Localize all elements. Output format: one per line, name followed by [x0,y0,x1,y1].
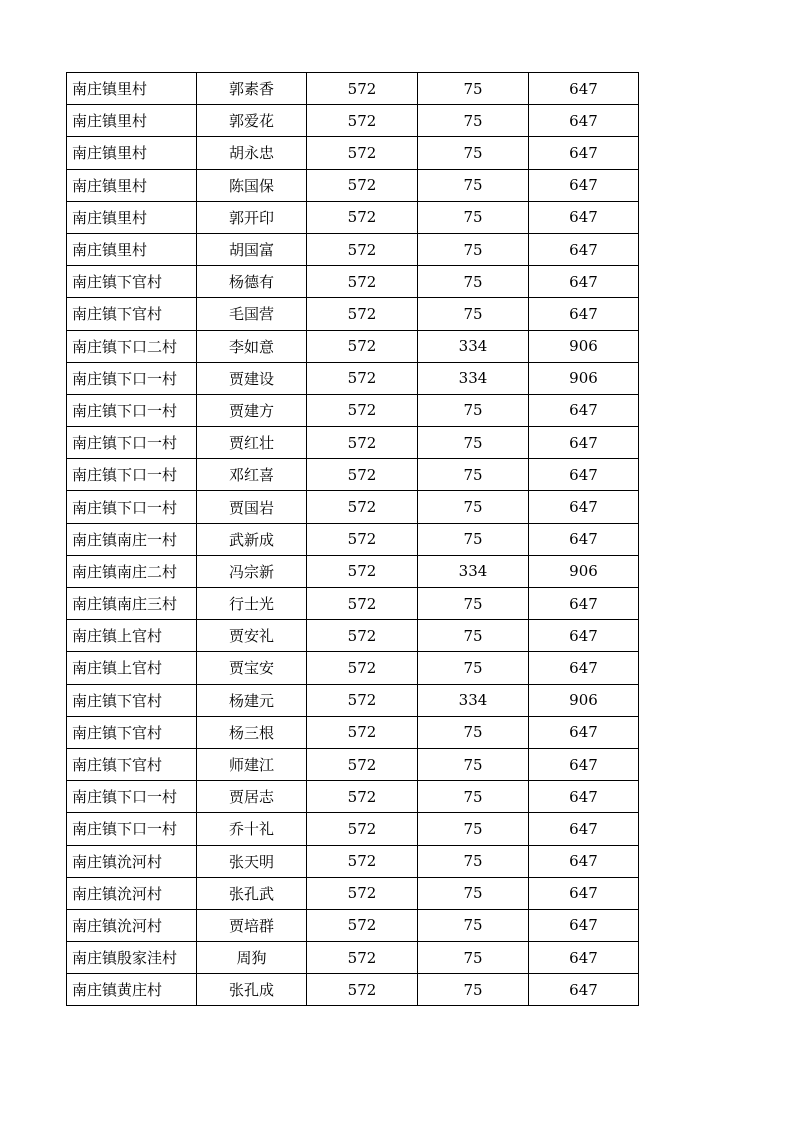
amount-a-cell: 572 [307,105,418,137]
amount-a-cell: 572 [307,684,418,716]
total-cell: 647 [529,394,639,426]
name-cell: 张孔武 [197,877,307,909]
total-cell: 647 [529,877,639,909]
total-cell: 647 [529,652,639,684]
amount-a-cell: 572 [307,845,418,877]
amount-b-cell: 75 [418,523,529,555]
amount-a-cell: 572 [307,169,418,201]
table-row [67,555,639,587]
table-row [67,716,639,748]
table-row [67,105,639,137]
village-cell: 南庄镇下官村 [67,684,197,716]
amount-b-cell: 75 [418,491,529,523]
amount-b-cell: 75 [418,233,529,265]
name-cell: 张天明 [197,845,307,877]
amount-b-cell: 75 [418,974,529,1006]
table-row [67,459,639,491]
name-cell: 贾宝安 [197,652,307,684]
name-cell: 胡永忠 [197,137,307,169]
amount-b-cell: 334 [418,362,529,394]
table-row [67,877,639,909]
amount-b-cell: 75 [418,459,529,491]
amount-b-cell: 75 [418,652,529,684]
village-cell: 南庄镇南庄三村 [67,588,197,620]
amount-a-cell: 572 [307,781,418,813]
amount-b-cell: 75 [418,845,529,877]
village-cell: 南庄镇下口一村 [67,491,197,523]
table-row [67,845,639,877]
amount-b-cell: 75 [418,266,529,298]
total-cell: 647 [529,201,639,233]
total-cell: 647 [529,748,639,780]
total-cell: 906 [529,362,639,394]
total-cell: 647 [529,73,639,105]
table-row [67,620,639,652]
village-cell: 南庄镇里村 [67,105,197,137]
amount-a-cell: 572 [307,748,418,780]
amount-a-cell: 572 [307,362,418,394]
amount-a-cell: 572 [307,394,418,426]
amount-b-cell: 75 [418,781,529,813]
amount-a-cell: 572 [307,716,418,748]
table-row [67,427,639,459]
total-cell: 906 [529,330,639,362]
total-cell: 647 [529,491,639,523]
amount-b-cell: 75 [418,169,529,201]
table-row [67,684,639,716]
amount-b-cell: 75 [418,748,529,780]
name-cell: 贾建方 [197,394,307,426]
amount-a-cell: 572 [307,588,418,620]
amount-a-cell: 572 [307,233,418,265]
table-row [67,330,639,362]
amount-a-cell: 572 [307,877,418,909]
table-row [67,491,639,523]
name-cell: 周狗 [197,942,307,974]
name-cell: 冯宗新 [197,555,307,587]
total-cell: 647 [529,620,639,652]
amount-b-cell: 75 [418,73,529,105]
table-row [67,781,639,813]
village-cell: 南庄镇黄庄村 [67,974,197,1006]
total-cell: 647 [529,105,639,137]
village-cell: 南庄镇里村 [67,73,197,105]
village-cell: 南庄镇南庄二村 [67,555,197,587]
table-row [67,266,639,298]
name-cell: 师建江 [197,748,307,780]
village-cell: 南庄镇下口一村 [67,459,197,491]
village-cell: 南庄镇里村 [67,201,197,233]
village-cell: 南庄镇下官村 [67,298,197,330]
table-row [67,813,639,845]
table-row [67,523,639,555]
name-cell: 武新成 [197,523,307,555]
amount-a-cell: 572 [307,137,418,169]
amount-b-cell: 334 [418,684,529,716]
table-row [67,394,639,426]
table-row [67,201,639,233]
table-row [67,169,639,201]
amount-a-cell: 572 [307,523,418,555]
amount-b-cell: 75 [418,298,529,330]
total-cell: 647 [529,942,639,974]
amount-b-cell: 334 [418,555,529,587]
table-row [67,748,639,780]
table-row [67,298,639,330]
amount-a-cell: 572 [307,459,418,491]
data-table [66,72,639,1006]
village-cell: 南庄镇下口二村 [67,330,197,362]
village-cell: 南庄镇下口一村 [67,362,197,394]
amount-b-cell: 75 [418,813,529,845]
name-cell: 贾红壮 [197,427,307,459]
amount-b-cell: 75 [418,137,529,169]
name-cell: 贾建设 [197,362,307,394]
name-cell: 杨德有 [197,266,307,298]
total-cell: 647 [529,169,639,201]
total-cell: 647 [529,845,639,877]
name-cell: 贾国岩 [197,491,307,523]
amount-a-cell: 572 [307,909,418,941]
total-cell: 647 [529,459,639,491]
total-cell: 906 [529,684,639,716]
total-cell: 647 [529,813,639,845]
table-row [67,233,639,265]
table-row [67,362,639,394]
village-cell: 南庄镇沇河村 [67,909,197,941]
total-cell: 647 [529,233,639,265]
total-cell: 647 [529,588,639,620]
village-cell: 南庄镇上官村 [67,652,197,684]
total-cell: 647 [529,716,639,748]
total-cell: 647 [529,427,639,459]
name-cell: 胡国富 [197,233,307,265]
amount-a-cell: 572 [307,974,418,1006]
name-cell: 郭开印 [197,201,307,233]
table-row [67,942,639,974]
name-cell: 杨三根 [197,716,307,748]
village-cell: 南庄镇下官村 [67,748,197,780]
table-row [67,73,639,105]
name-cell: 陈国保 [197,169,307,201]
amount-b-cell: 75 [418,394,529,426]
name-cell: 毛国营 [197,298,307,330]
total-cell: 647 [529,974,639,1006]
village-cell: 南庄镇里村 [67,137,197,169]
amount-a-cell: 572 [307,266,418,298]
amount-b-cell: 75 [418,877,529,909]
village-cell: 南庄镇沇河村 [67,845,197,877]
total-cell: 647 [529,909,639,941]
name-cell: 乔十礼 [197,813,307,845]
amount-b-cell: 75 [418,105,529,137]
amount-b-cell: 75 [418,620,529,652]
name-cell: 郭爱花 [197,105,307,137]
amount-a-cell: 572 [307,620,418,652]
village-cell: 南庄镇下官村 [67,266,197,298]
amount-a-cell: 572 [307,491,418,523]
amount-a-cell: 572 [307,652,418,684]
amount-b-cell: 334 [418,330,529,362]
name-cell: 杨建元 [197,684,307,716]
amount-b-cell: 75 [418,942,529,974]
amount-b-cell: 75 [418,201,529,233]
amount-a-cell: 572 [307,427,418,459]
table-row [67,588,639,620]
name-cell: 贾培群 [197,909,307,941]
village-cell: 南庄镇里村 [67,233,197,265]
total-cell: 647 [529,523,639,555]
village-cell: 南庄镇沇河村 [67,877,197,909]
name-cell: 张孔成 [197,974,307,1006]
amount-b-cell: 75 [418,588,529,620]
amount-a-cell: 572 [307,555,418,587]
table-row [67,652,639,684]
total-cell: 647 [529,298,639,330]
name-cell: 贾居志 [197,781,307,813]
name-cell: 贾安礼 [197,620,307,652]
name-cell: 郭素香 [197,73,307,105]
village-cell: 南庄镇上官村 [67,620,197,652]
name-cell: 邓红喜 [197,459,307,491]
total-cell: 647 [529,137,639,169]
table-row [67,137,639,169]
village-cell: 南庄镇下口一村 [67,427,197,459]
name-cell: 行士光 [197,588,307,620]
village-cell: 南庄镇南庄一村 [67,523,197,555]
total-cell: 647 [529,266,639,298]
village-cell: 南庄镇殷家洼村 [67,942,197,974]
table-row [67,909,639,941]
total-cell: 647 [529,781,639,813]
amount-b-cell: 75 [418,427,529,459]
amount-a-cell: 572 [307,298,418,330]
name-cell: 李如意 [197,330,307,362]
amount-b-cell: 75 [418,909,529,941]
table-body [67,73,639,1006]
amount-a-cell: 572 [307,73,418,105]
village-cell: 南庄镇里村 [67,169,197,201]
village-cell: 南庄镇下口一村 [67,781,197,813]
amount-b-cell: 75 [418,716,529,748]
amount-a-cell: 572 [307,201,418,233]
table-row [67,974,639,1006]
village-cell: 南庄镇下口一村 [67,394,197,426]
amount-a-cell: 572 [307,813,418,845]
amount-a-cell: 572 [307,330,418,362]
village-cell: 南庄镇下官村 [67,716,197,748]
total-cell: 906 [529,555,639,587]
amount-a-cell: 572 [307,942,418,974]
village-cell: 南庄镇下口一村 [67,813,197,845]
